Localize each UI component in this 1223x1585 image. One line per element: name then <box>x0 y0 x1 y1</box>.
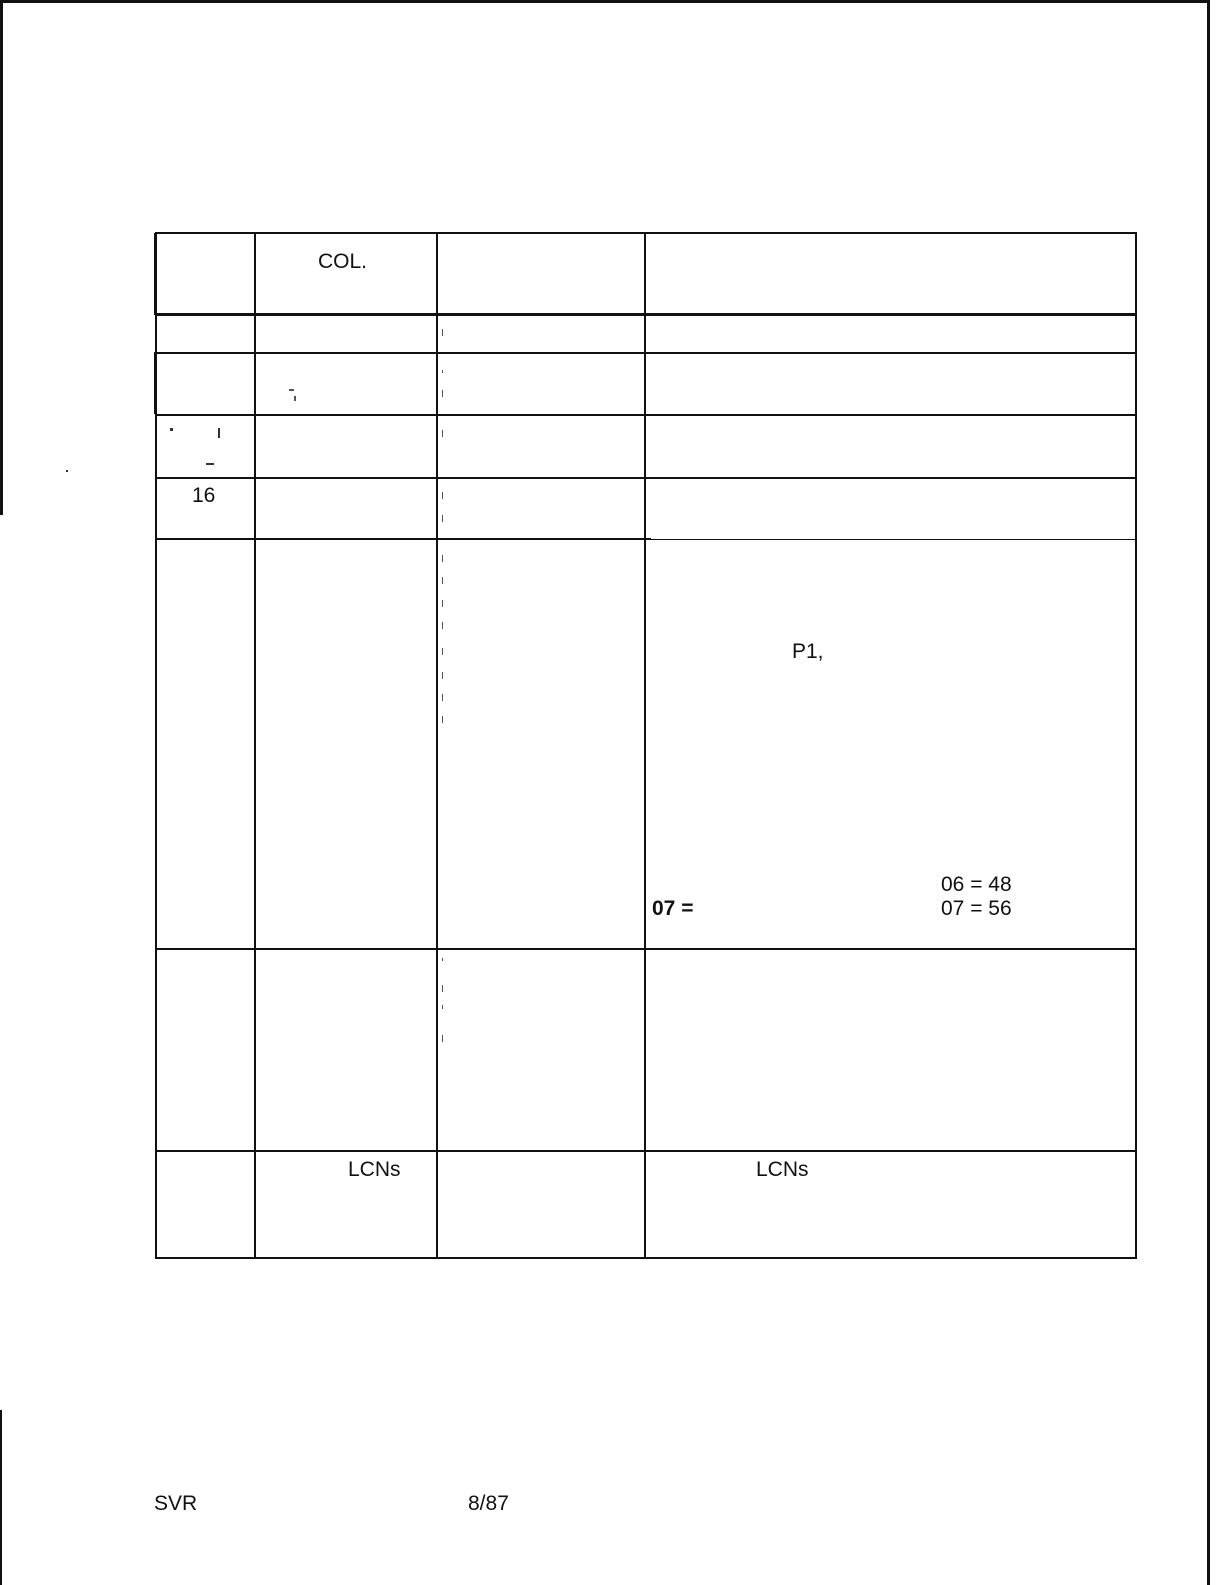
field-number: 16 <box>192 484 216 507</box>
scan-tick <box>442 1035 443 1042</box>
row2-left-heavy <box>154 352 157 414</box>
row4-bottom-right <box>644 539 1137 540</box>
scan-tick <box>442 600 443 607</box>
code-07: 07 = <box>652 897 694 920</box>
scan-tick <box>442 492 443 499</box>
footer-date: 8/87 <box>468 1492 509 1515</box>
scan-artifact <box>289 389 294 391</box>
table-bottom <box>155 1257 1137 1259</box>
scan-tick <box>442 390 443 397</box>
description-lcns: LCNs <box>756 1158 809 1181</box>
scan-tick <box>442 370 443 373</box>
scan-tick <box>442 555 443 562</box>
column-header-col: COL. <box>318 250 368 273</box>
scan-artifact <box>294 396 296 401</box>
col-sep-3 <box>644 233 646 1259</box>
scan-tick <box>442 1005 443 1009</box>
scan-artifact <box>170 428 173 431</box>
column-entry-lcns: LCNs <box>348 1158 401 1181</box>
row5-bottom <box>155 948 1137 950</box>
scan-tick <box>442 694 443 701</box>
scan-tick <box>442 577 443 584</box>
scan-artifact <box>66 470 68 472</box>
scan-tick <box>442 672 443 679</box>
scan-artifact <box>218 428 220 438</box>
scan-tick <box>442 430 443 437</box>
scan-tick <box>442 515 443 522</box>
table-right-border <box>1135 233 1137 1259</box>
row6-bottom <box>155 1150 1137 1152</box>
value-p1: P1, <box>792 640 824 663</box>
row4-bottom <box>155 538 651 540</box>
header-left-heavy <box>154 233 157 315</box>
table-top <box>155 232 1137 234</box>
row2-bottom <box>155 414 1137 416</box>
footer-left: SVR <box>154 1492 198 1515</box>
scan-tick <box>442 622 443 629</box>
scan-tick <box>442 958 443 961</box>
scan-tick <box>442 648 443 655</box>
value-07-56: 07 = 56 <box>941 897 1012 920</box>
col-sep-2 <box>436 233 438 1259</box>
scan-tick <box>442 985 443 992</box>
header-bottom <box>155 313 1137 316</box>
scan-artifact <box>206 463 214 465</box>
scan-tick <box>442 329 443 336</box>
row1-bottom <box>155 352 1137 354</box>
row3-bottom <box>155 477 1137 479</box>
value-06-48: 06 = 48 <box>941 873 1012 896</box>
col-sep-1 <box>254 233 256 1259</box>
scan-tick <box>442 716 443 723</box>
